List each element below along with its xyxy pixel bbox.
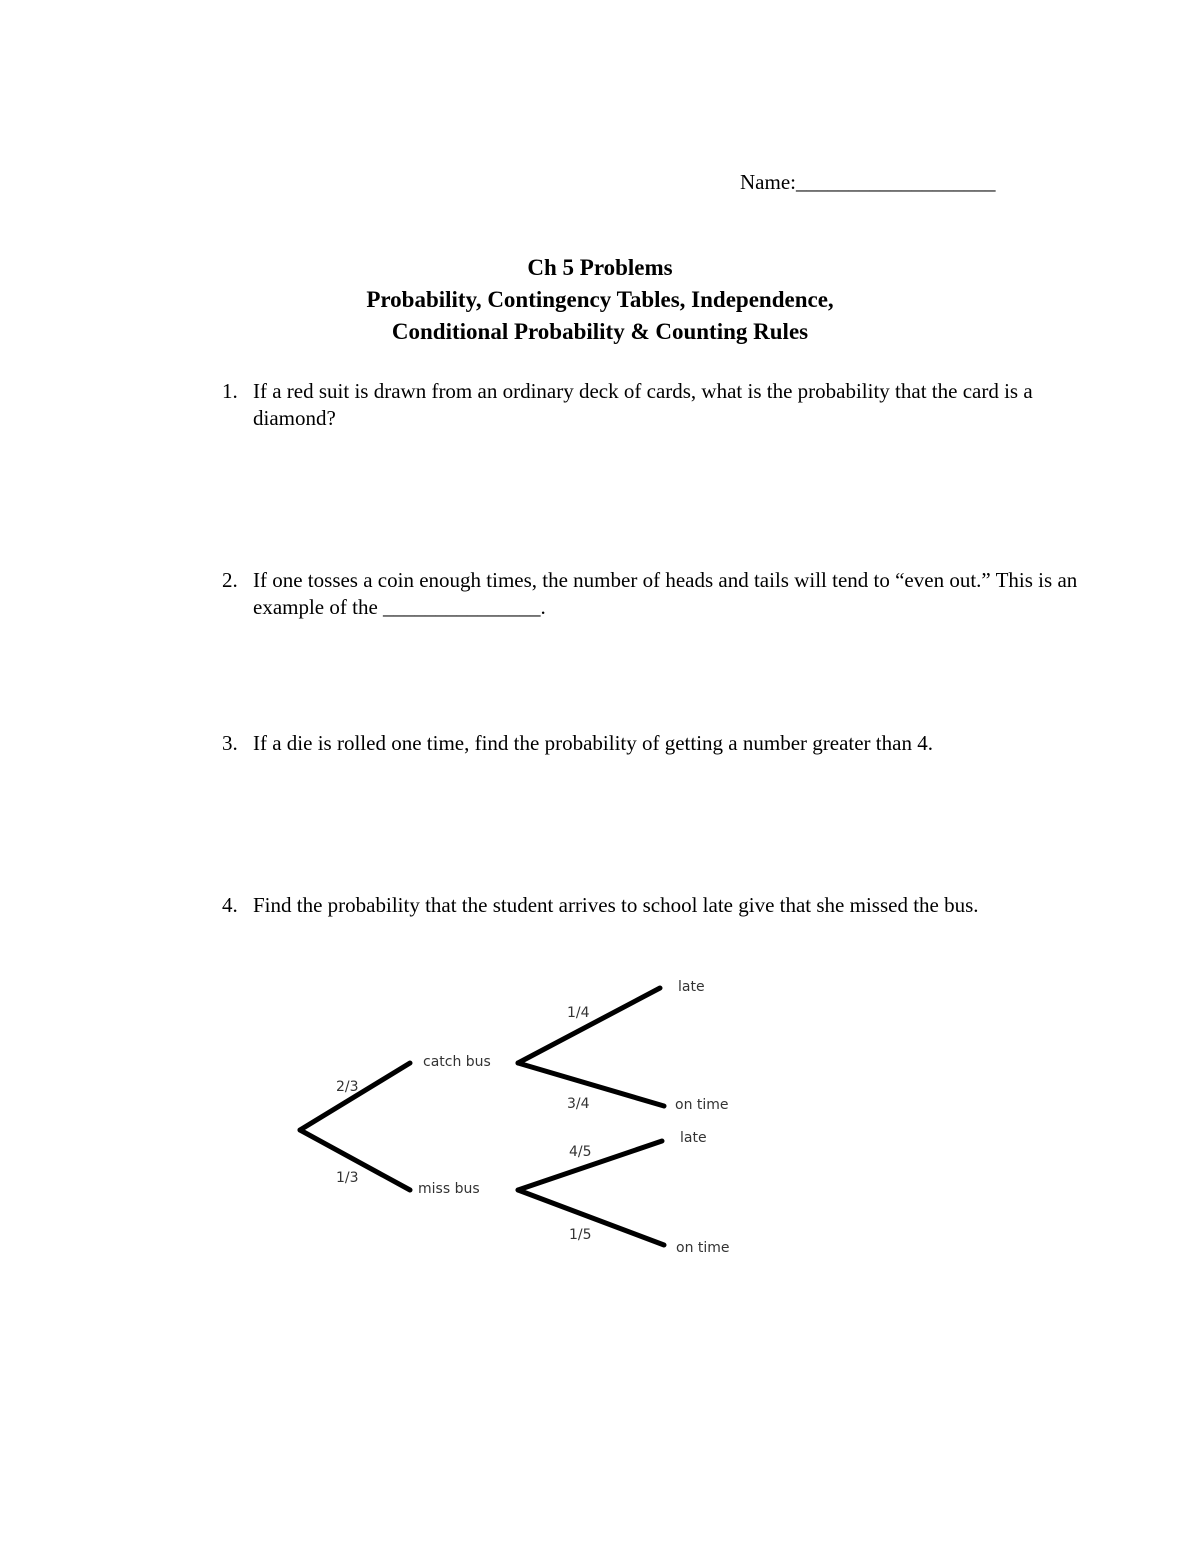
branch-catch-on-time <box>518 1063 664 1106</box>
branch-catch-late <box>518 988 660 1063</box>
prob-miss-on-time: 1/5 <box>569 1227 592 1243</box>
label-miss-bus: miss bus <box>418 1181 480 1197</box>
label-catch-bus: catch bus <box>423 1054 491 1070</box>
question-number: 2. <box>222 568 238 592</box>
label-miss-on-time: on time <box>676 1240 730 1256</box>
question-text: If a red suit is drawn from an ordinary deck of cards, what is the probability that the card is a diamond? <box>253 379 1033 430</box>
title-line-3: Conditional Probability & Counting Rules <box>391 319 809 344</box>
question-number: 1. <box>222 379 238 403</box>
title-line-2: Probability, Contingency Tables, Independence, <box>366 287 834 312</box>
question-text: Find the probability that the student arrives to school late give that she missed the bus. <box>253 893 979 917</box>
label-catch-on-time: on time <box>675 1097 729 1113</box>
name-label: Name: <box>740 170 796 194</box>
prob-catch-late: 1/4 <box>567 1005 590 1021</box>
question-text: If a die is rolled one time, find the probability of getting a number greater than 4. <box>253 731 933 755</box>
question-text: If one tosses a coin enough times, the number of heads and tails will tend to “even out.” This is an example of the _______________. <box>253 568 1078 619</box>
label-miss-late: late <box>680 1130 707 1146</box>
prob-miss-late: 4/5 <box>569 1144 592 1160</box>
prob-catch-bus: 2/3 <box>336 1079 359 1095</box>
prob-catch-on-time: 3/4 <box>567 1096 590 1112</box>
label-catch-late: late <box>678 979 705 995</box>
prob-miss-bus: 1/3 <box>336 1170 359 1186</box>
question-number: 4. <box>222 893 238 917</box>
question-number: 3. <box>222 731 238 755</box>
branch-catch-bus <box>300 1063 410 1130</box>
name-blank: ___________________ <box>795 170 996 194</box>
title-line-1: Ch 5 Problems <box>527 255 673 280</box>
